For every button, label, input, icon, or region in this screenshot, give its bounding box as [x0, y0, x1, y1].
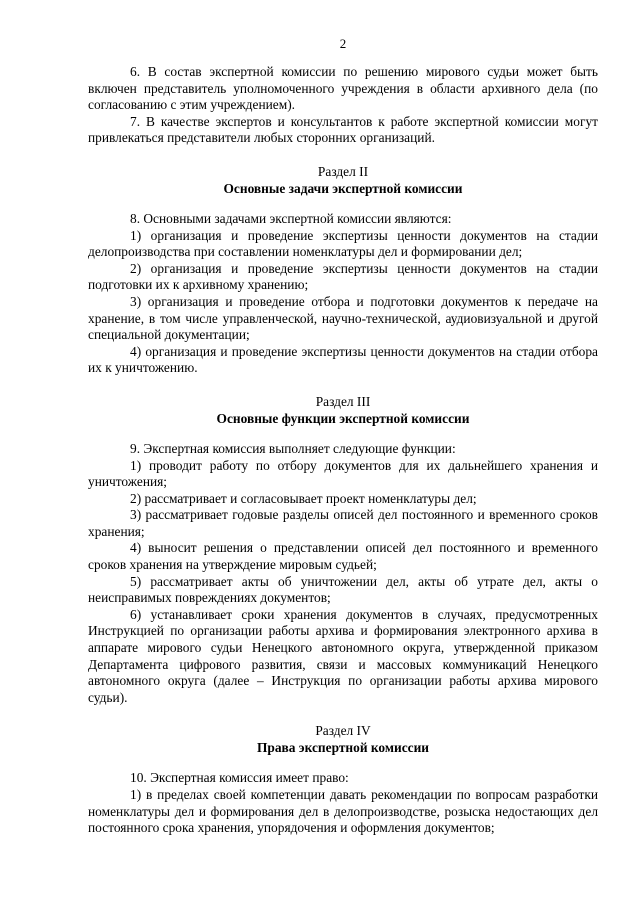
list-item: 5) рассматривает акты об уничтожении дел, акты об утрате дел, акты о неисправимых повреждениях документов;	[88, 573, 598, 606]
section-2-heading	[88, 163, 598, 197]
paragraph-10: 10. Экспертная комиссия имеет право:	[130, 770, 349, 786]
section-label: Раздел III	[315, 393, 371, 409]
section-title: Права экспертной комиссии	[256, 740, 430, 756]
list-item: 1) в пределах своей компетенции давать рекомендации по вопросам разработки номенклатуры дел и формирования дел в делопроизводстве, розыска недостающих дел постоянного срока хранения, упорядочения и оформления документов;	[88, 787, 598, 836]
list-item: 3) организация и проведение отбора и подготовки документов к передаче на хранение, в том числе управленческой, научно-технической, аудиовизуальной и другой специальной документации;	[88, 293, 598, 343]
section-title: Основные функции экспертной комиссии	[216, 410, 470, 426]
list-item: 1) организация и проведение экспертизы ценности документов на стадии делопроизводства при составлении номенклатуры дел и формировании дел;	[88, 227, 598, 260]
page-number: 2	[339, 36, 347, 51]
list-item: 1) проводит работу по отбору документов для их дальнейшего хранения и уничтожения;	[88, 457, 598, 490]
list-item: 2) рассматривает и согласовывает проект номенклатуры дел;	[130, 490, 477, 506]
list-item: 2) организация и проведение экспертизы ценности документов на стадии подготовки их к архивному хранению;	[88, 260, 598, 293]
paragraph-6: 6. В состав экспертной комиссии по решению мирового судьи может быть включен представитель уполномоченного учреждения в области архивного дела (по согласованию с этим учреждением).	[88, 64, 598, 113]
paragraph-9: 9. Экспертная комиссия выполняет следующие функции:	[130, 440, 456, 456]
paragraph-7: 7. В качестве экспертов и консультантов к работе экспертной комиссии могут привлекаться представители любых сторонних организаций.	[88, 113, 598, 146]
list-item: 4) организация и проведение экспертизы ценности документов на стадии отбора их к уничтожению.	[88, 343, 598, 376]
list-item: 3) рассматривает годовые разделы описей дел постоянного и временного сроков хранения;	[88, 507, 598, 539]
list-item: 6) устанавливает сроки хранения документов в случаях, предусмотренных Инструкцией по организации работы архива и формирования электронного архива в аппарате мирового судьи Ненецкого автономного округа, утвержденной приказом Департамента цифрового развития, связи и массовых коммуникаций Ненецкого автономного округа (далее – Инструкция по организации работы архива мирового судьи).	[88, 606, 598, 705]
section-label: Раздел IV	[315, 723, 371, 739]
paragraph-8: 8. Основными задачами экспертной комиссии являются:	[130, 210, 452, 226]
section-title: Основные задачи экспертной комиссии	[223, 180, 463, 196]
section-label: Раздел II	[317, 163, 369, 179]
section-4-heading	[88, 722, 598, 756]
list-item: 4) выносит решения о представлении описей дел постоянного и временного сроков хранения на утверждение мировым судьей;	[88, 540, 598, 573]
section-3-heading	[88, 393, 598, 427]
document-page	[88, 36, 598, 837]
